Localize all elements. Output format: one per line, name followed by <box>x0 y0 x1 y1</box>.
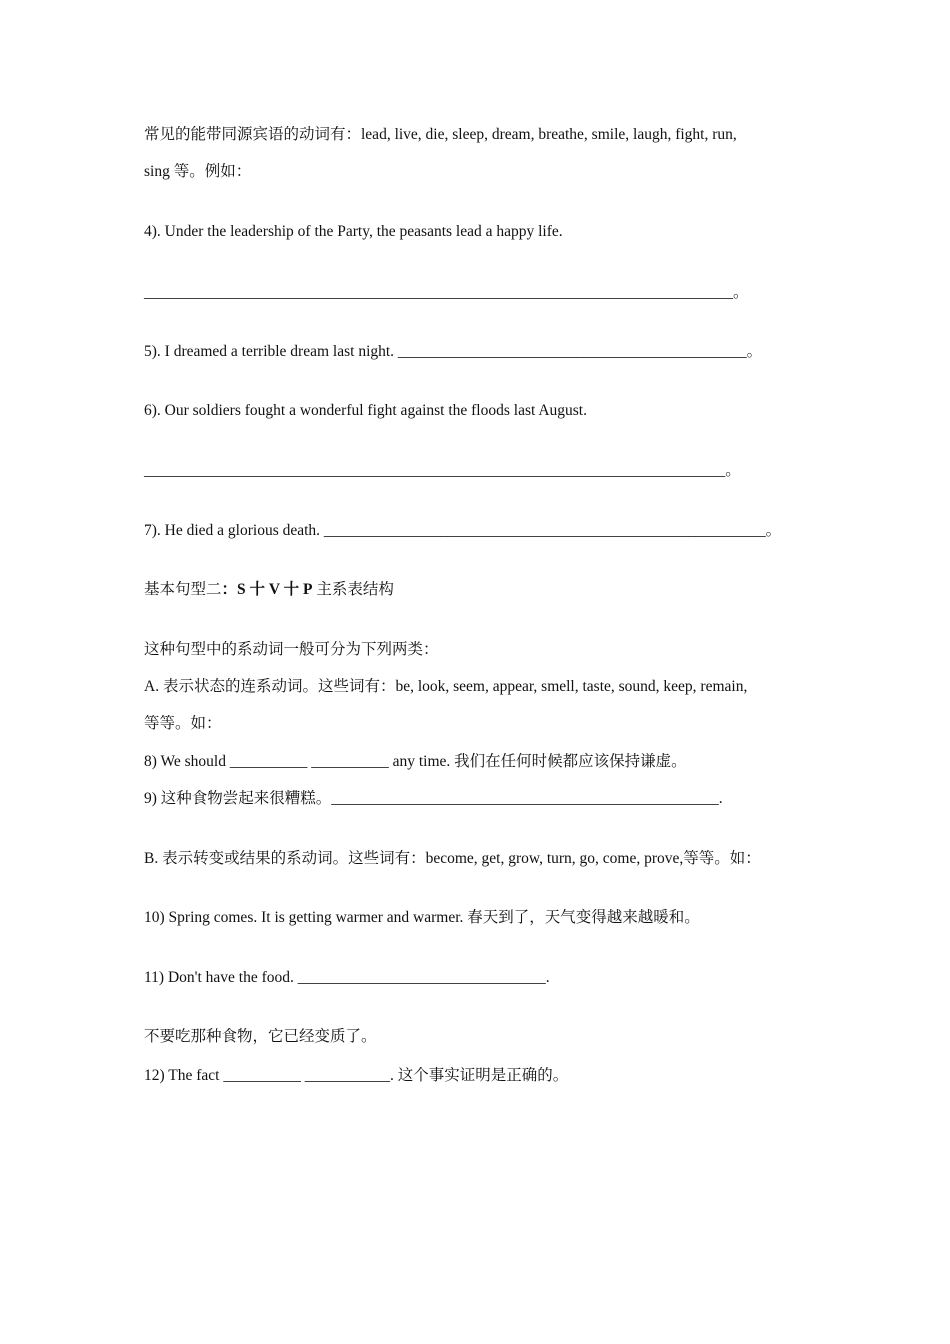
question-10: 10) Spring comes. It is getting warmer and warmer. 春天到了，天气变得越来越暖和。 <box>144 909 700 926</box>
question-4-answer-blank: ____________________________________________________________________________。 <box>144 284 749 301</box>
question-6: 6). Our soldiers fought a wonderful fight against the floods last August. <box>144 402 587 419</box>
question-5: 5). I dreamed a terrible dream last night. _____________________________________________。 <box>144 343 763 360</box>
linking-verb-intro: 这种句型中的系动词一般可分为下列两类： <box>144 641 439 658</box>
pattern-2-prefix: 基本句型二 <box>144 581 222 598</box>
pattern-2-suffix: 主系表结构 <box>312 581 394 598</box>
section-a-line-2: 等等。如： <box>144 715 222 732</box>
question-11-translation: 不要吃那种食物，它已经变质了。 <box>144 1028 377 1045</box>
question-8: 8) We should __________ __________ any time. 我们在任何时候都应该保持谦虚。 <box>144 753 687 770</box>
question-9: 9) 这种食物尝起来很糟糕。__________________________________________________. <box>144 790 723 807</box>
question-7: 7). He died a glorious death. _________________________________________________________。 <box>144 522 782 539</box>
question-11: 11) Don't have the food. ________________________________. <box>144 969 550 986</box>
intro-line-1: 常见的能带同源宾语的动词有：lead, live, die, sleep, dream, breathe, smile, laugh, fight, run, <box>144 126 737 143</box>
pattern-2-heading <box>144 580 394 600</box>
section-a-line-1: A. 表示状态的连系动词。这些词有：be, look, seem, appear, smell, taste, sound, keep, remain, <box>144 678 748 695</box>
section-b-line: B. 表示转变或结果的系动词。这些词有：become, get, grow, turn, go, come, prove,等等。如： <box>144 850 761 867</box>
intro-line-2: sing 等。例如： <box>144 163 252 180</box>
question-12: 12) The fact __________ ___________. 这个事实证明是正确的。 <box>144 1067 569 1084</box>
pattern-2-formula: ：S 十 V 十 P <box>221 581 313 598</box>
question-4: 4). Under the leadership of the Party, the peasants lead a happy life. <box>144 223 563 240</box>
question-6-answer-blank: ___________________________________________________________________________。 <box>144 462 741 479</box>
